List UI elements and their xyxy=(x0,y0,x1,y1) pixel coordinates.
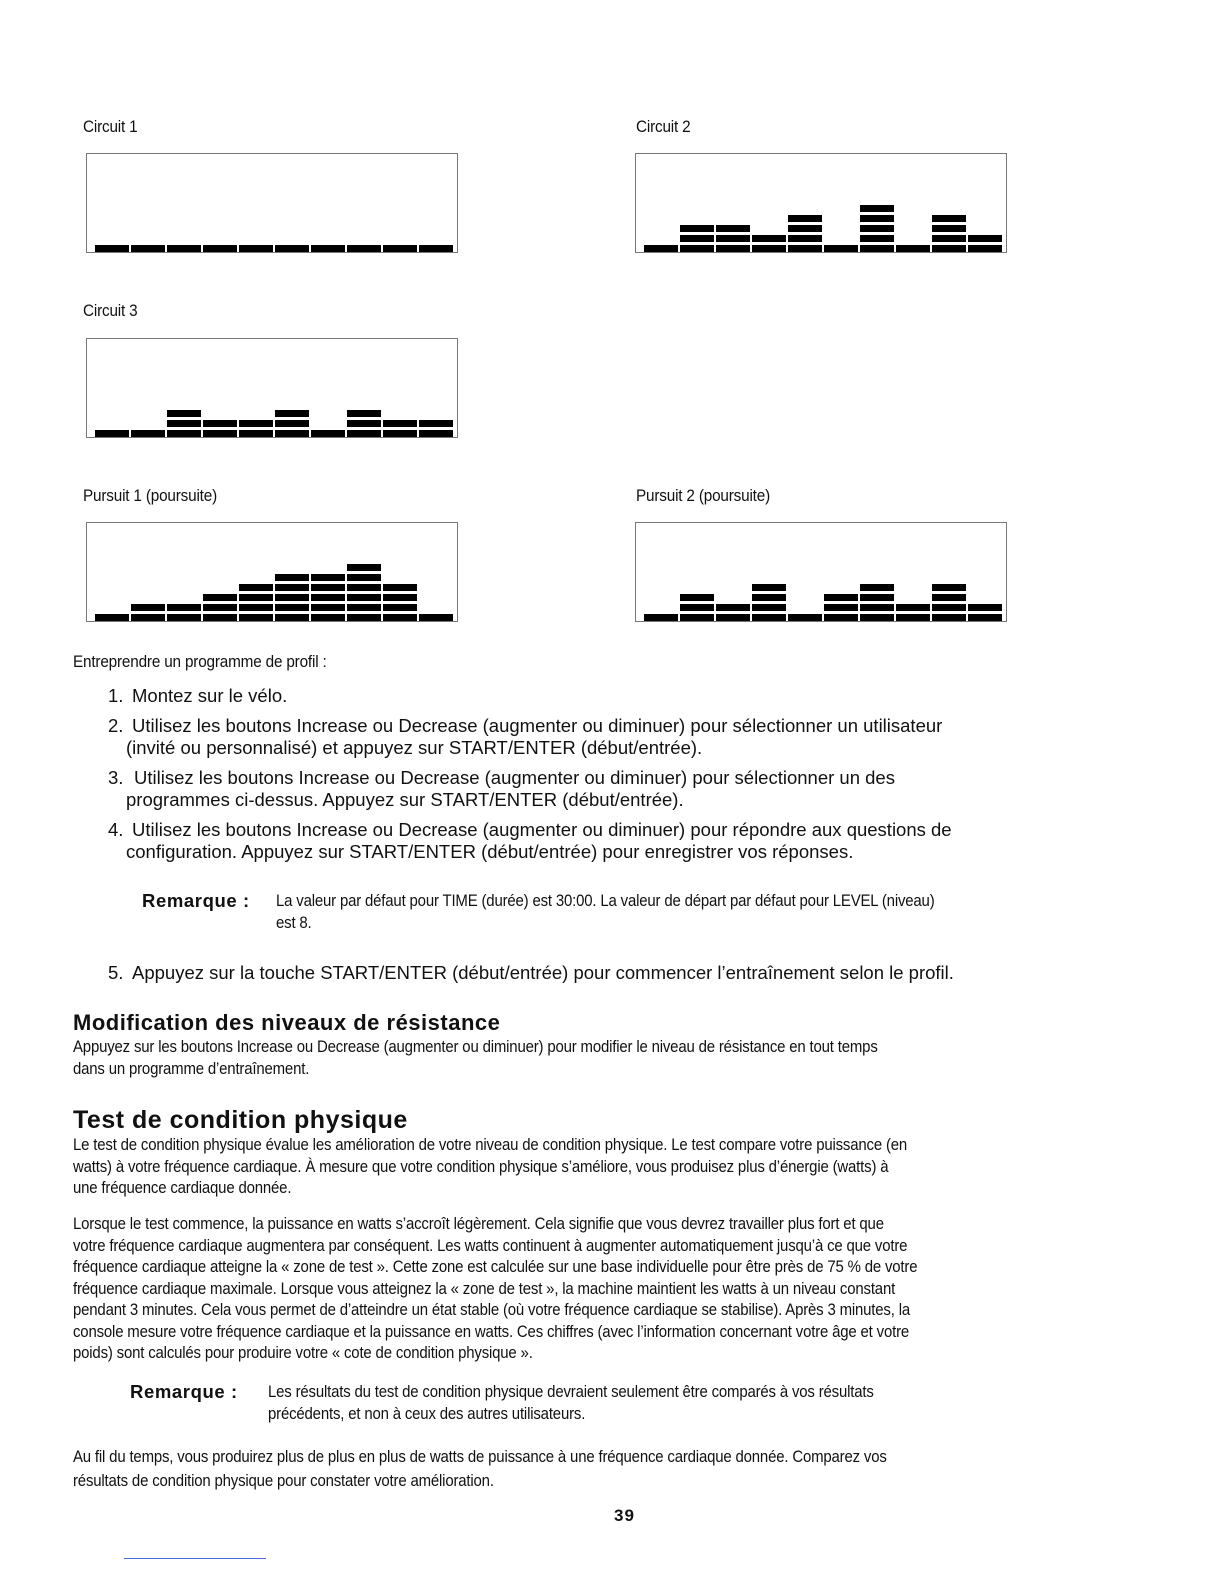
profile-segment xyxy=(752,235,786,242)
profile-column xyxy=(419,245,453,252)
profile-chart-pursuit1 xyxy=(86,522,458,622)
profile-column xyxy=(383,420,417,437)
profile-column xyxy=(95,430,129,437)
profile-column xyxy=(167,410,201,437)
footer-rule xyxy=(124,1558,266,1559)
paragraph-line: votre fréquence cardiaque augmentera par conséquent. Les watts continuent à augmenter automatiquement jusqu’à ce que votre xyxy=(73,1235,908,1255)
profile-chart-circuit1 xyxy=(86,153,458,253)
profile-segment xyxy=(932,594,966,601)
profile-chart-circuit2 xyxy=(635,153,1007,253)
profile-segment xyxy=(347,410,381,417)
step-line: Utilisez les boutons Increase ou Decrease (augmenter ou diminuer) pour répondre aux questions de xyxy=(132,819,952,840)
profile-segment xyxy=(311,604,345,611)
profile-segment xyxy=(167,614,201,621)
profile-column xyxy=(347,564,381,621)
profile-column xyxy=(203,420,237,437)
profile-segment xyxy=(347,574,381,581)
profile-bars xyxy=(636,523,1008,623)
profile-column xyxy=(131,604,165,621)
profile-segment xyxy=(419,614,453,621)
profile-segment xyxy=(347,594,381,601)
profile-column xyxy=(275,574,309,621)
profile-segment xyxy=(167,420,201,427)
profile-segment xyxy=(239,594,273,601)
profile-segment xyxy=(275,574,309,581)
profile-segment xyxy=(680,225,714,232)
profile-column xyxy=(95,245,129,252)
profile-segment xyxy=(203,604,237,611)
profile-column xyxy=(239,245,273,252)
step-line: Utilisez les boutons Increase ou Decrease (augmenter ou diminuer) pour sélectionner un utilisateur xyxy=(132,715,943,736)
profile-bars xyxy=(87,154,459,254)
profile-segment xyxy=(752,604,786,611)
profile-segment xyxy=(788,614,822,621)
profile-label-circuit2: Circuit 2 xyxy=(636,117,691,136)
profile-segment xyxy=(275,614,309,621)
profile-segment xyxy=(95,245,129,252)
profile-label-circuit1: Circuit 1 xyxy=(83,117,138,136)
profile-segment xyxy=(347,614,381,621)
profile-segment xyxy=(716,245,750,252)
profile-segment xyxy=(347,564,381,571)
profile-segment xyxy=(680,235,714,242)
step-line: Appuyez sur la touche START/ENTER (début/entrée) pour commencer l’entraînement selon le profil. xyxy=(132,962,954,983)
note-label: Remarque : xyxy=(130,1381,238,1402)
profile-column xyxy=(419,614,453,621)
step-number: 4. xyxy=(108,819,124,840)
profile-segment xyxy=(824,245,858,252)
profile-column xyxy=(932,584,966,621)
step-2 xyxy=(108,715,942,759)
profile-segment xyxy=(347,245,381,252)
profile-column xyxy=(275,410,309,437)
profile-segment xyxy=(239,614,273,621)
profile-label-pursuit2: Pursuit 2 (poursuite) xyxy=(636,486,770,505)
step-5 xyxy=(108,962,954,984)
profile-segment xyxy=(239,245,273,252)
profile-bars xyxy=(87,339,459,439)
profile-segment xyxy=(383,614,417,621)
profile-column xyxy=(167,245,201,252)
profile-column xyxy=(239,584,273,621)
profile-segment xyxy=(680,245,714,252)
profile-segment xyxy=(968,235,1002,242)
profile-segment xyxy=(347,430,381,437)
step-number: 5. xyxy=(108,962,124,983)
note-line: Les résultats du test de condition physique devraient seulement être comparés à vos résultats xyxy=(268,1382,874,1401)
profile-segment xyxy=(860,594,894,601)
section-heading-fitness-test: Test de condition physique xyxy=(73,1106,408,1134)
paragraph-line: résultats de condition physique pour constater votre amélioration. xyxy=(73,1471,494,1490)
paragraph-line: pendant 3 minutes. Cela vous permet de d’atteindre un état stable (où votre fréquence cardiaque se stabilise). Après 3 minutes, la xyxy=(73,1300,911,1319)
profile-column xyxy=(95,614,129,621)
profile-segment xyxy=(347,420,381,427)
profile-column xyxy=(203,245,237,252)
profile-column xyxy=(680,225,714,252)
note-line: La valeur par défaut pour TIME (durée) est 30:00. La valeur de départ par défaut pour LEVEL (niveau) xyxy=(276,891,935,910)
profile-segment xyxy=(860,215,894,222)
profile-segment xyxy=(824,604,858,611)
profile-segment xyxy=(275,604,309,611)
profile-segment xyxy=(383,245,417,252)
profile-segment xyxy=(203,614,237,621)
profile-segment xyxy=(680,614,714,621)
profile-segment xyxy=(311,584,345,591)
profile-segment xyxy=(896,604,930,611)
profile-column xyxy=(824,594,858,621)
profile-segment xyxy=(239,430,273,437)
profile-segment xyxy=(752,584,786,591)
profile-segment xyxy=(239,584,273,591)
step-number: 3. xyxy=(108,767,124,788)
paragraph-line: Le test de condition physique évalue les amélioration de votre niveau de condition physique. Le test compare votre puissance (en xyxy=(73,1135,908,1154)
section-body-resistance xyxy=(73,1036,878,1079)
profile-segment xyxy=(239,420,273,427)
profile-bars xyxy=(87,523,459,623)
profile-segment xyxy=(932,614,966,621)
profile-segment xyxy=(860,604,894,611)
profile-column xyxy=(347,410,381,437)
profile-segment xyxy=(419,245,453,252)
profile-segment xyxy=(716,614,750,621)
note-line: précédents, et non à ceux des autres utilisateurs. xyxy=(268,1404,586,1423)
paragraph-line: console mesure votre fréquence cardiaque et la puissance en watts. Ces chiffres (avec l’information concernant votre âge et votre xyxy=(73,1321,910,1341)
profile-segment xyxy=(275,245,309,252)
profile-segment xyxy=(788,245,822,252)
profile-segment xyxy=(788,235,822,242)
profile-label-pursuit1: Pursuit 1 (poursuite) xyxy=(83,486,217,505)
profile-bars xyxy=(636,154,1008,254)
profile-column xyxy=(968,235,1002,252)
profile-segment xyxy=(419,430,453,437)
step-line: (invité ou personnalisé) et appuyez sur START/ENTER (début/entrée). xyxy=(126,737,703,758)
note-text xyxy=(268,1381,874,1425)
profile-column xyxy=(752,584,786,621)
profile-segment xyxy=(896,245,930,252)
fitness-paragraph-1 xyxy=(73,1134,907,1199)
profile-segment xyxy=(131,245,165,252)
profile-segment xyxy=(203,245,237,252)
profile-label-circuit3: Circuit 3 xyxy=(83,301,138,320)
profile-segment xyxy=(932,584,966,591)
profile-segment xyxy=(419,420,453,427)
profile-segment xyxy=(347,604,381,611)
profile-column xyxy=(131,245,165,252)
profile-segment xyxy=(167,430,201,437)
profile-segment xyxy=(860,235,894,242)
profile-segment xyxy=(311,574,345,581)
profile-segment xyxy=(131,430,165,437)
profile-segment xyxy=(752,245,786,252)
profile-column xyxy=(752,235,786,252)
profile-segment xyxy=(968,604,1002,611)
fitness-paragraph-2 xyxy=(73,1213,917,1364)
profile-column xyxy=(239,420,273,437)
step-number: 1. xyxy=(108,685,124,706)
step-line: Montez sur le vélo. xyxy=(132,685,288,706)
profile-segment xyxy=(860,205,894,212)
profile-column xyxy=(644,614,678,621)
profile-segment xyxy=(275,410,309,417)
profile-segment xyxy=(383,430,417,437)
profile-column xyxy=(644,245,678,252)
profile-segment xyxy=(824,594,858,601)
profile-column xyxy=(860,584,894,621)
profile-segment xyxy=(860,245,894,252)
paragraph-line: dans un programme d’entraînement. xyxy=(73,1058,310,1078)
note-label: Remarque : xyxy=(142,890,250,911)
profile-column xyxy=(896,245,930,252)
profile-segment xyxy=(167,410,201,417)
profile-segment xyxy=(275,420,309,427)
profile-segment xyxy=(383,604,417,611)
profile-segment xyxy=(239,604,273,611)
profile-segment xyxy=(716,604,750,611)
profile-column xyxy=(383,584,417,621)
profile-segment xyxy=(311,614,345,621)
profile-segment xyxy=(275,430,309,437)
profile-segment xyxy=(203,430,237,437)
profile-column xyxy=(896,604,930,621)
profile-segment xyxy=(680,594,714,601)
profile-segment xyxy=(347,584,381,591)
step-number: 2. xyxy=(108,715,124,736)
profile-segment xyxy=(860,614,894,621)
profile-column xyxy=(383,245,417,252)
paragraph-line: Lorsque le test commence, la puissance en watts s’accroît légèrement. Cela signifie que vous devrez travailler plus fort et que xyxy=(73,1214,884,1233)
profile-segment xyxy=(95,614,129,621)
profile-segment xyxy=(131,614,165,621)
profile-segment xyxy=(752,614,786,621)
paragraph-line: une fréquence cardiaque donnée. xyxy=(73,1178,292,1197)
profile-segment xyxy=(932,245,966,252)
profile-column xyxy=(311,430,345,437)
profile-segment xyxy=(680,604,714,611)
profile-segment xyxy=(932,235,966,242)
profile-segment xyxy=(932,215,966,222)
profile-segment xyxy=(275,594,309,601)
profile-column xyxy=(347,245,381,252)
note-text xyxy=(276,890,935,934)
profile-segment xyxy=(167,245,201,252)
fitness-paragraph-3 xyxy=(73,1445,887,1493)
profile-segment xyxy=(275,584,309,591)
profile-column xyxy=(680,594,714,621)
profile-segment xyxy=(896,614,930,621)
profile-column xyxy=(311,574,345,621)
profile-segment xyxy=(968,614,1002,621)
profile-segment xyxy=(203,420,237,427)
profile-column xyxy=(311,245,345,252)
profile-segment xyxy=(311,594,345,601)
profile-chart-circuit3 xyxy=(86,338,458,438)
page-number: 39 xyxy=(614,1506,635,1525)
profile-column xyxy=(788,215,822,252)
paragraph-line: fréquence cardiaque atteigne la « zone de test ». Cette zone est calculée sur une base individuelle pour être près de 75 % de votre xyxy=(73,1257,918,1276)
profile-segment xyxy=(311,430,345,437)
profile-column xyxy=(968,604,1002,621)
paragraph-line: Appuyez sur les boutons Increase ou Decrease (augmenter ou diminuer) pour modifier le niveau de résistance en tout temps xyxy=(73,1037,878,1056)
profile-segment xyxy=(95,430,129,437)
step-4 xyxy=(108,819,952,863)
profile-segment xyxy=(860,225,894,232)
paragraph-line: watts) à votre fréquence cardiaque. À mesure que votre condition physique s’améliore, vous produisez plus d’énergie (watts) à xyxy=(73,1156,889,1176)
profile-segment xyxy=(383,584,417,591)
profile-segment xyxy=(383,594,417,601)
profile-column xyxy=(824,245,858,252)
profile-segment xyxy=(203,594,237,601)
profile-column xyxy=(419,420,453,437)
profile-column xyxy=(167,604,201,621)
profile-column xyxy=(131,430,165,437)
profile-segment xyxy=(311,245,345,252)
profile-segment xyxy=(644,614,678,621)
step-line: programmes ci-dessus. Appuyez sur START/ENTER (début/entrée). xyxy=(126,789,684,810)
profile-segment xyxy=(968,245,1002,252)
profile-segment xyxy=(932,225,966,232)
note-line: est 8. xyxy=(276,913,312,932)
profile-chart-pursuit2 xyxy=(635,522,1007,622)
profile-column xyxy=(788,614,822,621)
profile-segment xyxy=(824,614,858,621)
step-line: configuration. Appuyez sur START/ENTER (début/entrée) pour enregistrer vos réponses. xyxy=(126,841,854,862)
profile-column xyxy=(275,245,309,252)
profile-column xyxy=(860,205,894,252)
profile-column xyxy=(716,604,750,621)
profile-segment xyxy=(716,235,750,242)
profile-segment xyxy=(167,604,201,611)
intro-text: Entreprendre un programme de profil : xyxy=(73,652,327,671)
profile-segment xyxy=(788,225,822,232)
step-line: Utilisez les boutons Increase ou Decrease (augmenter ou diminuer) pour sélectionner un des xyxy=(134,767,895,788)
paragraph-line: Au fil du temps, vous produirez plus de plus en plus de watts de puissance à une fréquence cardiaque donnée. Comparez vos xyxy=(73,1447,887,1466)
profile-segment xyxy=(752,594,786,601)
paragraph-line: fréquence cardiaque maximale. Lorsque vous atteignez la « zone de test », la machine maintient les watts à un niveau constant xyxy=(73,1278,896,1298)
profile-column xyxy=(716,225,750,252)
profile-segment xyxy=(644,245,678,252)
section-heading-resistance: Modification des niveaux de résistance xyxy=(73,1010,501,1035)
step-3 xyxy=(108,767,895,811)
profile-segment xyxy=(860,584,894,591)
profile-segment xyxy=(131,604,165,611)
profile-column xyxy=(203,594,237,621)
profile-segment xyxy=(716,225,750,232)
profile-segment xyxy=(383,420,417,427)
paragraph-line: poids) sont calculés pour produire votre « cote de condition physique ». xyxy=(73,1343,533,1362)
profile-segment xyxy=(788,215,822,222)
profile-segment xyxy=(932,604,966,611)
profile-column xyxy=(932,215,966,252)
step-1 xyxy=(108,685,287,707)
